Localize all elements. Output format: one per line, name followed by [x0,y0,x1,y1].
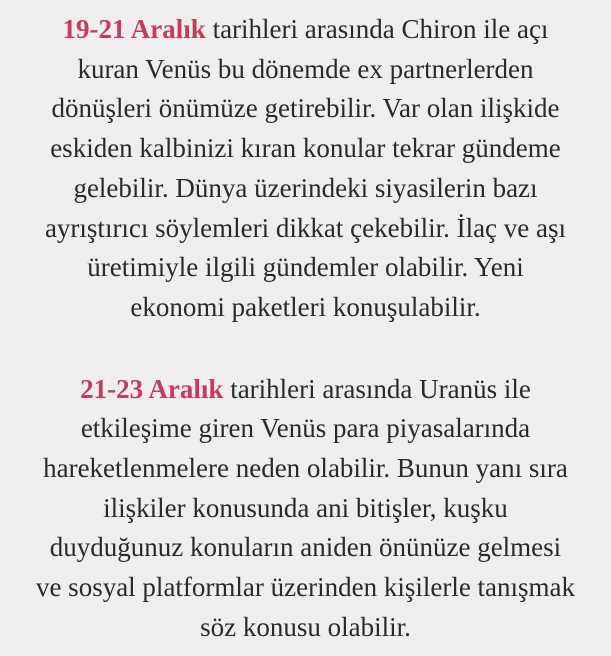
text-line: söz konusu olabilir. [200,611,411,642]
date-range-highlight: 21-23 Aralık [80,373,224,404]
text-segment: tarihleri arasında Uranüs ile [223,373,531,404]
text-line: ilişkiler konusunda ani bitişler, kuşku [103,492,508,523]
text-line: eskiden kalbinizi kıran konular tekrar gündeme [50,133,561,164]
text-segment: tarihleri arasında Chiron ile açı [205,14,549,44]
text-line: üretimiyle ilgili gündemler olabilir. Yeni [87,252,524,283]
text-line: hareketlenmelere neden olabilir. Bunun yanı sıra [43,453,568,484]
text-line [0,370,611,410]
text-line: dönüşleri önümüze getirebilir. Var olan ilişkide [51,93,560,124]
date-range-highlight: 19-21 Aralık [62,14,206,44]
text-line: etkileşime giren Venüs para piyasalarında [80,413,531,444]
paragraph-venus-chiron [0,10,611,328]
text-line: kuran Venüs bu dönemde ex partnerlerden [77,53,534,84]
text-line: ayrıştırıcı söylemleri dikkat çekebilir. İlaç ve aşı [44,212,567,243]
text-line: duyduğunuz konuların aniden önünüze gelmesi [49,532,562,563]
text-line: gelebilir. Dünya üzerindeki siyasilerin bazı [73,172,538,203]
text-line [0,10,611,50]
paragraph-venus-uranus [0,370,611,648]
text-line: ekonomi paketleri konuşulabilir. [130,291,481,322]
text-line: ve sosyal platformlar üzerinden kişilerle tanışmak [35,572,576,603]
